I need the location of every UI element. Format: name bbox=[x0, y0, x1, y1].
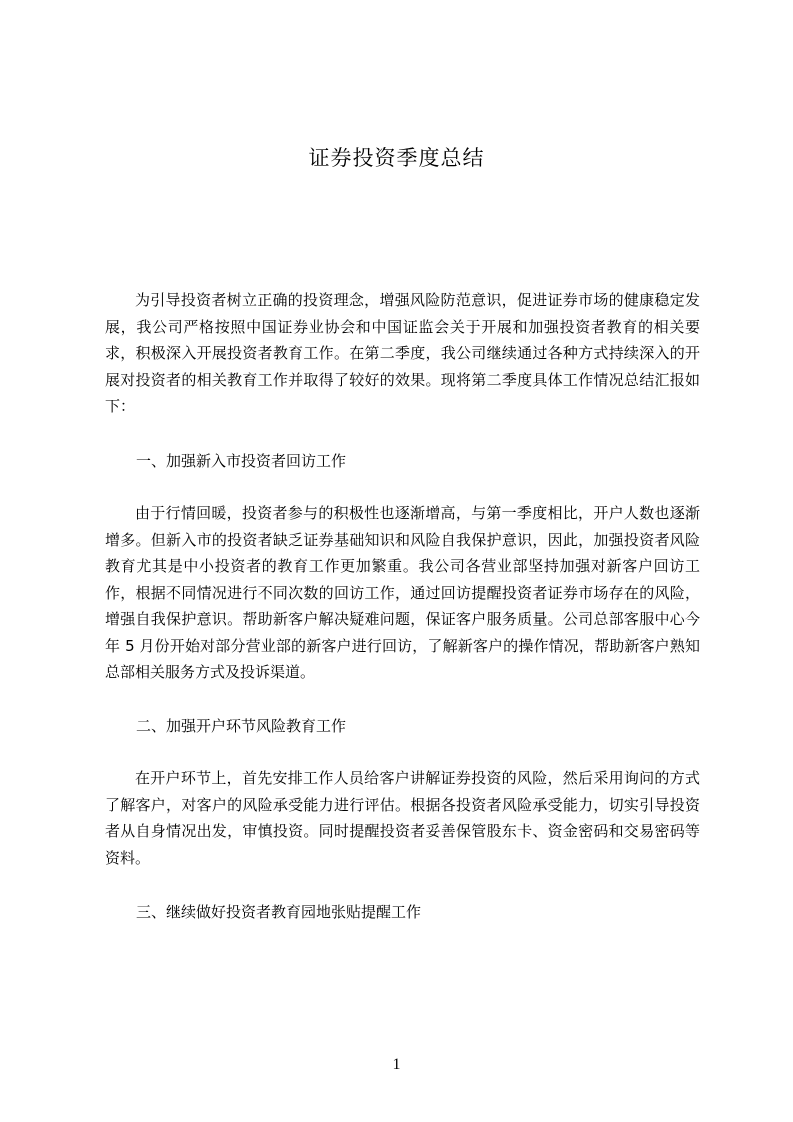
section-body-1: 由于行情回暖，投资者参与的积极性也逐渐增高，与第一季度相比，开户人数也逐渐增多。但新入市的投资者缺乏证券基础知识和风险自我保护意识，因此，加强投资者风险教育尤其是中小投资者的教育工作更加繁重。我公司各营业部坚持加强对新客户回访工作，根据不同情况进行不同次数的回访工作，通过回访提醒投资者证券市场存在的风险，增强自我保护意识。帮助新客户解决疑难问题，保证客户服务质量。公司总部客服中心今年 5 月份开始对部分营业部的新客户进行回访，了解新客户的操作情况，帮助新客户熟知总部相关服务方式及投诉渠道。 bbox=[105, 504, 700, 681]
page-number: 1 bbox=[392, 1056, 401, 1073]
document-title: 证券投资季度总结 bbox=[308, 146, 485, 170]
section-heading-2: 二、加强开户环节风险教育工作 bbox=[136, 717, 347, 735]
section-heading-3: 三、继续做好投资者教育园地张贴提醒工作 bbox=[136, 903, 422, 921]
section-heading-1: 一、加强新入市投资者回访工作 bbox=[136, 452, 347, 470]
intro-paragraph: 为引导投资者树立正确的投资理念，增强风险防范意识，促进证券市场的健康稳定发展，我公司严格按照中国证券业协会和中国证监会关于开展和加强投资者教育的相关要求，积极深入开展投资者教育工作。在第二季度，我公司继续通过各种方式持续深入的开展对投资者的相关教育工作并取得了较好的效果。现将第二季度具体工作情况总结汇报如下： bbox=[105, 291, 700, 415]
section-body-2: 在开户环节上，首先安排工作人员给客户讲解证券投资的风险，然后采用询问的方式了解客户，对客户的风险承受能力进行评估。根据各投资者风险承受能力，切实引导投资者从自身情况出发，审慎投资。同时提醒投资者妥善保管股东卡、资金密码和交易密码等资料。 bbox=[105, 769, 700, 867]
